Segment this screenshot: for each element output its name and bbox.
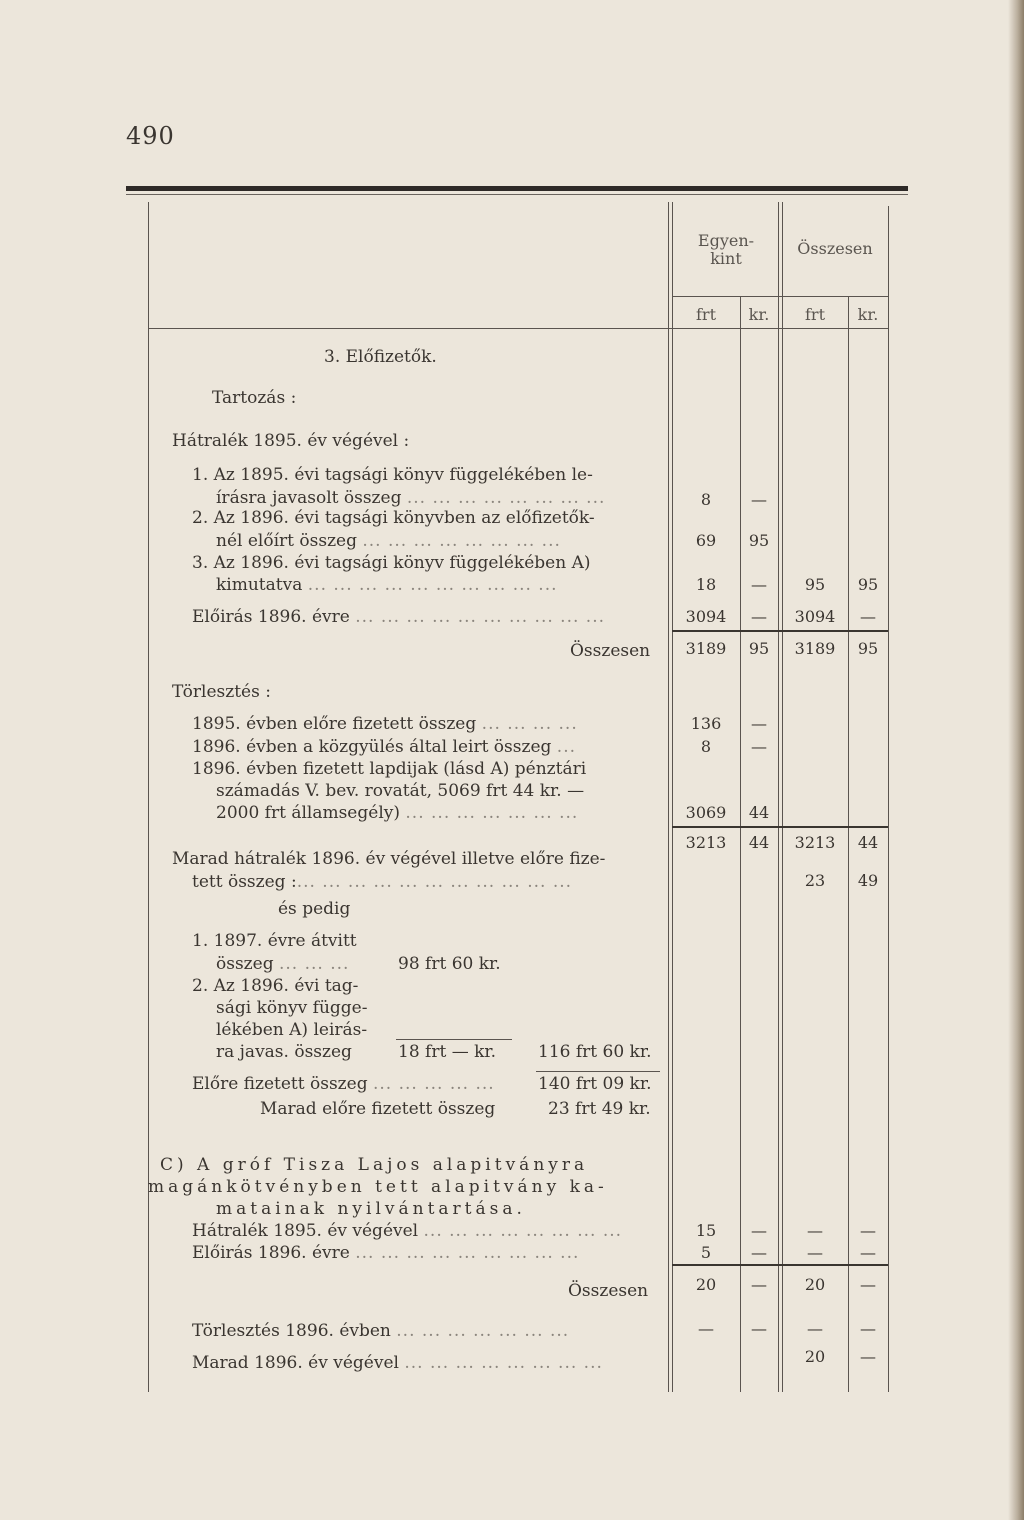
namely-1-line-a: 1. 1897. évre átvitt [192,931,357,951]
repayment-2-label: 1896. évben a közgyülés által leirt összeg ... [192,737,577,757]
column-header-kr-total: kr. [857,305,879,324]
section-c-repayment-total-kr: — [860,1319,876,1338]
namely-2-line-d: ra javas. összeg [216,1042,352,1062]
section-c-sum-total-frt: 20 [804,1275,826,1294]
section-c-title-c: matainak nyilvántartása. [216,1199,526,1219]
namely-2-line-c: lékében A) leirás- [216,1020,368,1040]
repayment-heading: Törlesztés : [172,682,271,702]
section-c-sum-label: Összesen [568,1281,649,1301]
section-c-repayment-kr: — [751,1319,767,1338]
section-c-arrears-frt: 15 [695,1221,717,1240]
debt-heading: Tartozás : [212,388,297,408]
prescribed-frt: 3094 [685,607,727,626]
prescribed-total-kr: — [860,607,876,626]
prescribed-kr: — [751,607,767,626]
section-c-prescribed-frt: 5 [700,1243,712,1262]
namely-2-line-a: 2. Az 1896. évi tag- [192,976,359,996]
section-c-prescribed-total-kr: — [860,1243,876,1262]
section-c-prescribed-total-frt: — [807,1243,823,1262]
page-edge-shadow [1008,0,1024,1520]
repayment-2-frt: 8 [700,737,712,756]
item-1-line-a: 1. Az 1895. évi tagsági könyv függelékében le- [192,465,593,485]
namely-label: és pedig [278,899,351,919]
section-title: 3. Előfizetők. [324,347,437,367]
item-3-line-a: 3. Az 1896. évi tagsági könyv függelékében A) [192,553,591,573]
remaining-line-a: Marad hátralék 1896. év végével illetve előre fize- [172,849,606,869]
sum-label: Összesen [570,641,651,661]
top-rule-thin [126,194,908,195]
column-header-frt: frt [696,305,716,324]
item-3-total-kr: 95 [857,575,879,594]
item-1-frt: 8 [700,490,712,509]
sum-total-frt: 3189 [794,639,836,658]
column-header-frt-total: frt [805,305,825,324]
prescribed-label: Előirás 1896. évre ... ... ... ... ... ... ... ... ... ... [192,607,605,627]
arrears-heading: Hátralék 1895. év végével : [172,431,410,451]
repayment-sum-total-kr: 44 [857,833,879,852]
repayment-2-kr: — [751,737,767,756]
section-c-arrears-kr: — [751,1221,767,1240]
sum-total-kr: 95 [857,639,879,658]
section-c-sum-total-kr: — [860,1275,876,1294]
section-c-remaining-total-kr: — [860,1347,876,1366]
repayment-3-line-c: 2000 frt államsegély) ... ... ... ... ... ... ... [216,803,579,823]
prepaid-label: Előre fizetett összeg ... ... ... ... ... [192,1074,495,1094]
item-2-kr: 95 [748,531,770,550]
item-2-frt: 69 [695,531,717,550]
repayment-3-line-b: számadás V. bev. rovatát, 5069 frt 44 kr. — [216,781,585,801]
section-c-repayment-frt: — [698,1319,714,1338]
item-2-line-a: 2. Az 1896. évi tagsági könyvben az előfizetők- [192,508,595,528]
item-3-frt: 18 [695,575,717,594]
repayment-3-kr: 44 [748,803,770,822]
section-c-arrears-total-frt: — [807,1221,823,1240]
namely-1-value: 98 frt 60 kr. [398,954,501,974]
item-3-kr: — [751,575,767,594]
repayment-sum-total-frt: 3213 [794,833,836,852]
prepaid-remaining-value: 23 frt 49 kr. [548,1099,651,1119]
repayment-3-line-a: 1896. évben fizetett lapdijak (lásd A) pénztári [192,759,587,779]
prescribed-total-frt: 3094 [794,607,836,626]
section-c-title-b: magánkötvényben tett alapitvány ka- [148,1177,608,1197]
section-c-arrears-label: Hátralék 1895. év végével ... ... ... ... ... ... ... ... [192,1221,623,1241]
remaining-total-frt: 23 [804,871,826,890]
prepaid-remaining-label: Marad előre fizetett összeg [260,1099,496,1119]
repayment-sum-kr: 44 [748,833,770,852]
repayment-sum-frt: 3213 [685,833,727,852]
namely-2-line-b: sági könyv függe- [216,998,368,1018]
section-c-sum-kr: — [751,1275,767,1294]
section-c-prescribed-label: Előirás 1896. évre ... ... ... ... ... ... ... ... ... [192,1243,580,1263]
column-header-kr: kr. [748,305,770,324]
prepaid-value: 140 frt 09 kr. [538,1074,652,1094]
section-c-sum-frt: 20 [695,1275,717,1294]
section-c-arrears-total-kr: — [860,1221,876,1240]
namely-sum: 116 frt 60 kr. [538,1042,652,1062]
repayment-3-frt: 3069 [685,803,727,822]
sum-frt: 3189 [685,639,727,658]
remaining-line-b: tett összeg :... ... ... ... ... ... ... ... ... ... ... [192,872,573,892]
remaining-total-kr: 49 [857,871,879,890]
section-c-repayment-label: Törlesztés 1896. évben ... ... ... ... ... ... ... [192,1321,570,1341]
page-number: 490 [126,122,175,150]
section-c-repayment-total-frt: — [807,1319,823,1338]
section-c-remaining-total-frt: 20 [804,1347,826,1366]
top-rule [126,186,908,191]
repayment-1-label: 1895. évben előre fizetett összeg ... ... ... ... [192,714,578,734]
repayment-1-kr: — [751,714,767,733]
column-header-total: Összesen [797,239,873,258]
item-1-kr: — [751,490,767,509]
namely-2-value: 18 frt — kr. [398,1042,497,1062]
section-c-title-a: C) A gróf Tisza Lajos alapitványra [160,1155,589,1175]
item-3-line-b: kimutatva ... ... ... ... ... ... ... ... ... ... [216,575,558,595]
item-1-line-b: írásra javasolt összeg ... ... ... ... ... ... ... ... [216,488,606,508]
column-header-each: Egyen- kint [697,231,755,268]
item-3-total-frt: 95 [804,575,826,594]
section-c-prescribed-kr: — [751,1243,767,1262]
repayment-1-frt: 136 [690,714,722,733]
item-2-line-b: nél előírt összeg ... ... ... ... ... ... ... ... [216,531,561,551]
section-c-remaining-label: Marad 1896. év végével ... ... ... ... ... ... ... ... [192,1353,603,1373]
sum-kr: 95 [748,639,770,658]
namely-1-line-b: összeg ... ... ... [216,954,350,974]
